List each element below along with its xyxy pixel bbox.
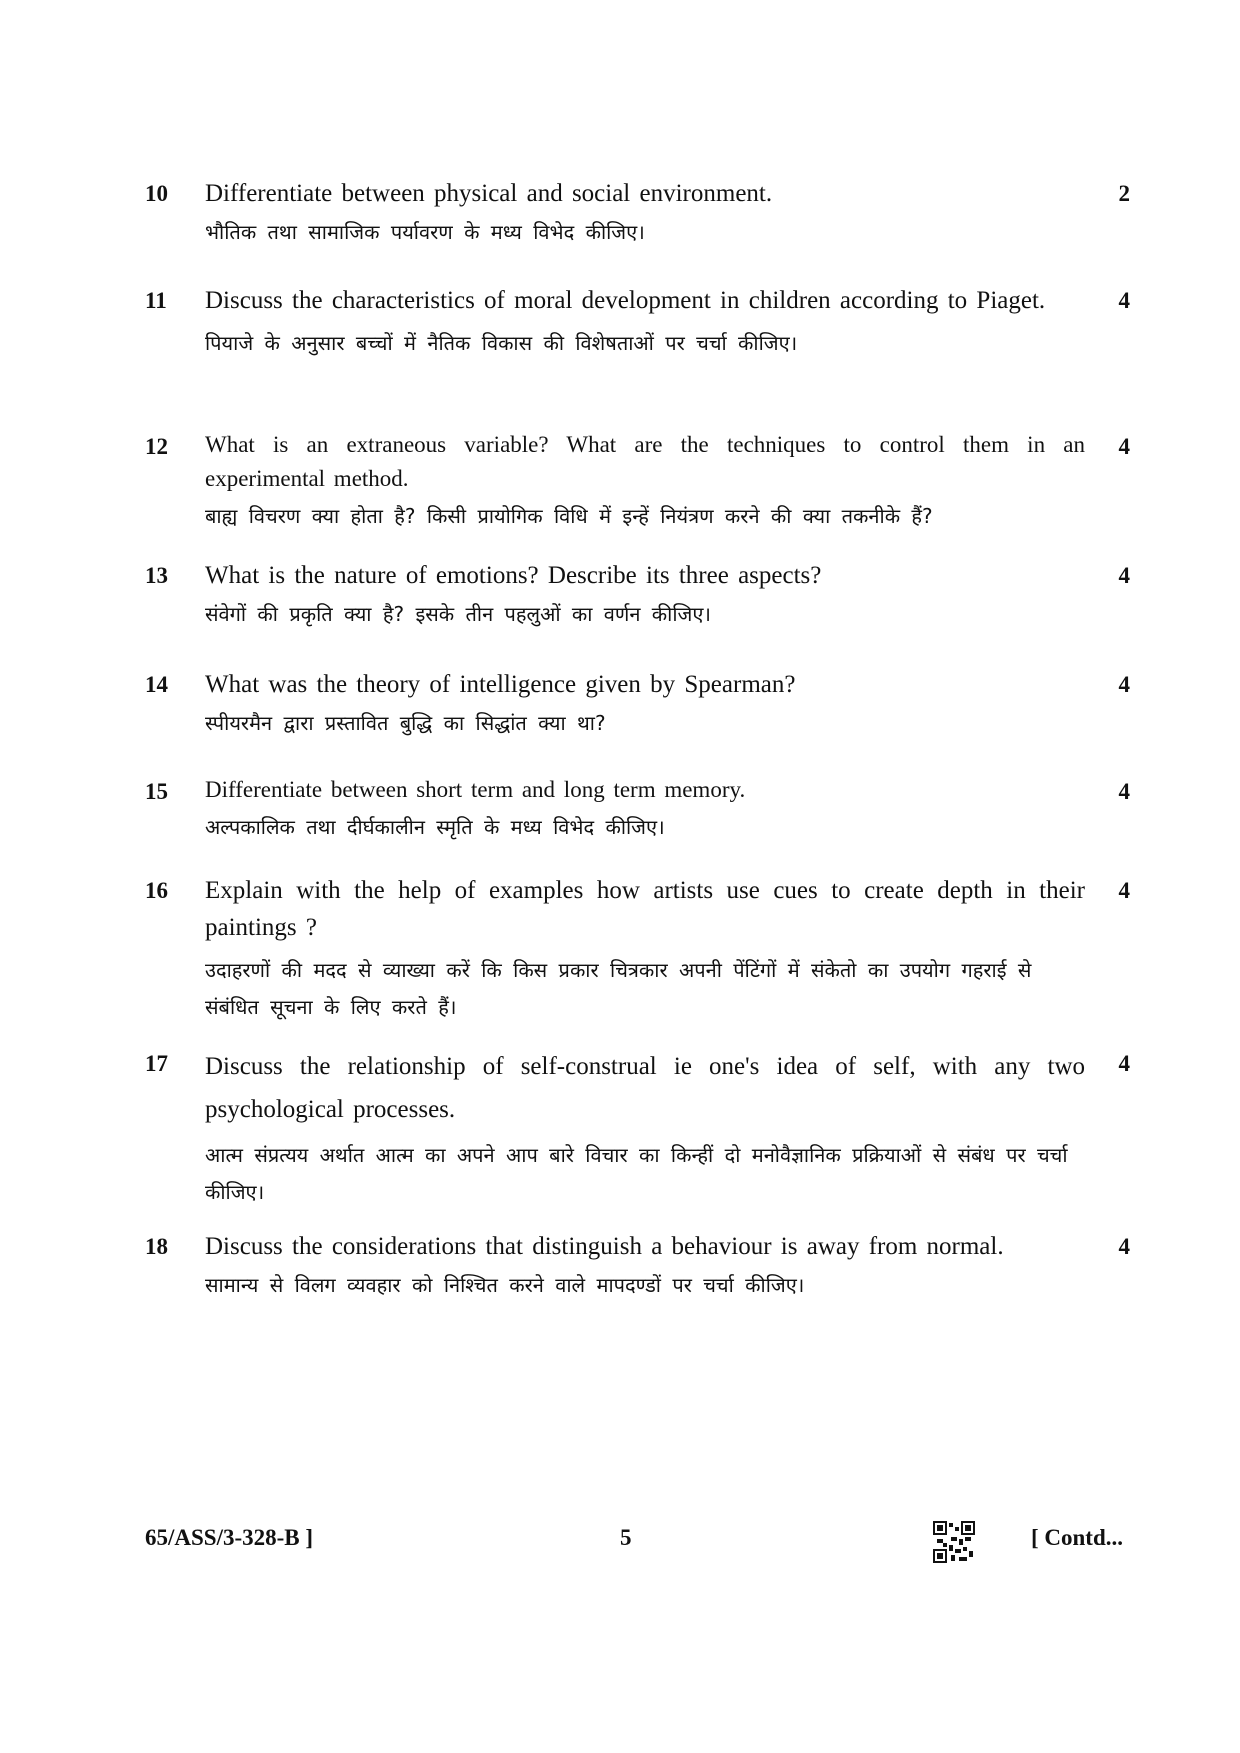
continued-label: [ Contd... [1030, 1525, 1123, 1550]
question-text-english: What is the nature of emotions? Describe its three aspects? [205, 562, 822, 589]
question-marks: 4 [1118, 672, 1130, 697]
question-11 [145, 282, 1130, 362]
question-16 [145, 872, 1130, 1026]
question-number: 17 [145, 1051, 168, 1076]
question-number: 12 [145, 434, 168, 459]
question-text-english: Differentiate between short term and long term memory. [205, 777, 746, 802]
question-text-hindi: पियाजे के अनुसार बच्चों में नैतिक विकास की विशेषताओं पर चर्चा कीजिए। [205, 331, 798, 355]
question-15 [145, 773, 1130, 846]
question-text-hindi: बाह्य विचरण क्या होता है? किसी प्रायोगिक विधि में इन्हें नियंत्रण करने की क्या तकनीके हैं? [205, 504, 933, 528]
question-text-hindi: आत्म संप्रत्यय अर्थात आत्म का अपने आप बारे विचार का किन्हीं दो मनोवैज्ञानिक प्रक्रियाओं से संबंध पर चर्चा कीजिए। [205, 1143, 1068, 1204]
question-text-english: Differentiate between physical and social environment. [205, 180, 773, 207]
question-12 [145, 428, 1130, 535]
question-number: 14 [145, 672, 168, 697]
question-18 [145, 1228, 1130, 1304]
question-text-english: What was the theory of intelligence given by Spearman? [205, 671, 796, 698]
question-marks: 4 [1118, 1051, 1130, 1076]
question-text-hindi: उदाहरणों की मदद से व्याख्या करें कि किस प्रकार चित्रकार अपनी पेंटिंगों में संकेतो का उपयोग गहराई से संबंधित सूचना के लिए करते हैं। [205, 958, 1032, 1019]
question-marks: 4 [1118, 434, 1130, 459]
page-footer [0, 1525, 1240, 1565]
question-text-english: Discuss the characteristics of moral development in children according to Piaget. [205, 287, 1046, 314]
question-marks: 4 [1118, 878, 1130, 903]
question-text-english: What is an extraneous variable? What are the techniques to control them in an experimental method. [205, 432, 1085, 491]
question-text-hindi: भौतिक तथा सामाजिक पर्यावरण के मध्य विभेद कीजिए। [205, 220, 645, 244]
question-number: 10 [145, 181, 168, 206]
question-marks: 2 [1118, 181, 1130, 206]
question-marks: 4 [1118, 288, 1130, 313]
question-13 [145, 557, 1130, 633]
paper-code: 65/ASS/3-328-B ] [145, 1525, 314, 1550]
qr-code-icon [933, 1521, 975, 1563]
question-marks: 4 [1118, 1234, 1130, 1259]
question-number: 13 [145, 563, 168, 588]
question-text-english: Discuss the considerations that distinguish a behaviour is away from normal. [205, 1233, 1004, 1260]
question-17 [145, 1045, 1130, 1211]
question-text-english: Explain with the help of examples how artists use cues to create depth in their paintings ? [205, 877, 1085, 941]
question-14 [145, 666, 1130, 742]
question-number: 15 [145, 779, 168, 804]
question-text-hindi: स्पीयरमैन द्वारा प्रस्तावित बुद्धि का सिद्धांत क्या था? [205, 711, 606, 735]
question-text-hindi: सामान्य से विलग व्यवहार को निश्चित करने वाले मापदण्डों पर चर्चा कीजिए। [205, 1273, 805, 1297]
question-marks: 4 [1118, 779, 1130, 804]
question-number: 16 [145, 878, 168, 903]
question-text-hindi: अल्पकालिक तथा दीर्घकालीन स्मृति के मध्य विभेद कीजिए। [205, 815, 665, 839]
question-marks: 4 [1118, 563, 1130, 588]
question-text-hindi: संवेगों की प्रकृति क्या है? इसके तीन पहलुओं का वर्णन कीजिए। [205, 602, 712, 626]
question-number: 11 [145, 288, 167, 313]
question-10 [145, 175, 1130, 251]
page-number: 5 [620, 1525, 632, 1550]
question-number: 18 [145, 1234, 168, 1259]
question-text-english: Discuss the relationship of self-construal ie one's idea of self, with any two psychological processes. [205, 1053, 1085, 1123]
